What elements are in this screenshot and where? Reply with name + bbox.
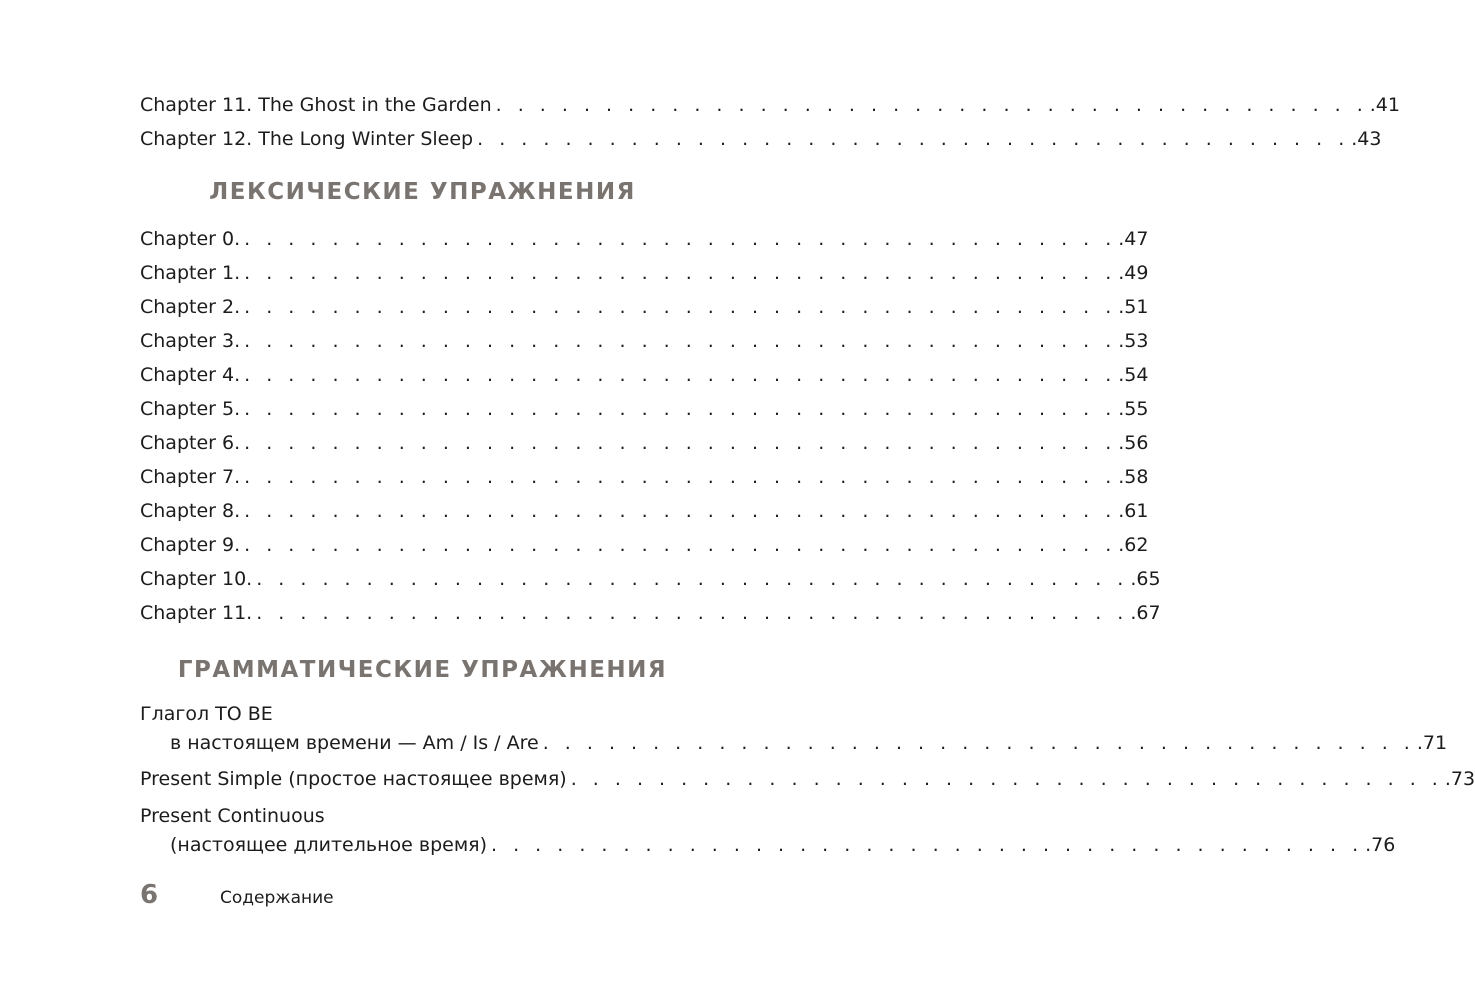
toc-entry[interactable] — [140, 324, 1149, 358]
toc-entry-page: .58 — [1118, 466, 1149, 488]
toc-leader-dots: . . . . . . . . . . . . . . . . . . . . . . . . . . . . . . . . . . . . . . . . — [542, 732, 1415, 754]
grammar-exercises-list — [140, 700, 1475, 860]
toc-entry-page: .49 — [1118, 262, 1149, 284]
toc-entry-title: Chapter 4. — [140, 364, 241, 386]
toc-entry-title: Chapter 9. — [140, 534, 241, 556]
toc-entry-title: Chapter 1. — [140, 262, 241, 284]
toc-entry-page: .71 — [1416, 732, 1448, 754]
toc-entry-page: .51 — [1118, 296, 1149, 318]
toc-entry-page: .65 — [1130, 568, 1161, 590]
toc-entry-continuation — [140, 728, 1448, 758]
toc-entry[interactable] — [140, 802, 1396, 860]
toc-leader-dots: . . . . . . . . . . . . . . . . . . . . . . . . . . . . . . . . . . . . . . . . — [256, 602, 1129, 624]
toc-entry[interactable] — [140, 222, 1149, 256]
toc-entry-page: .62 — [1118, 534, 1149, 556]
toc-entry[interactable] — [140, 392, 1149, 426]
running-footer-label: Содержание — [220, 888, 334, 908]
toc-leader-dots: . . . . . . . . . . . . . . . . . . . . . . . . . . . . . . . . . . . . . . . . — [244, 228, 1117, 250]
toc-leader-dots: . . . . . . . . . . . . . . . . . . . . . . . . . . . . . . . . . . . . . . . . — [244, 466, 1117, 488]
page-number: 6 — [140, 880, 159, 910]
toc-entry-title: Present Continuous — [140, 805, 325, 827]
toc-entry[interactable] — [140, 528, 1149, 562]
toc-entry-page: .47 — [1118, 228, 1149, 250]
toc-leader-dots: . . . . . . . . . . . . . . . . . . . . . . . . . . . . . . . . . . . . . . . . — [244, 398, 1117, 420]
toc-leader-dots: . . . . . . . . . . . . . . . . . . . . . . . . . . . . . . . . . . . . . . . . — [495, 94, 1368, 116]
toc-entry[interactable] — [140, 562, 1161, 596]
toc-leader-dots: . . . . . . . . . . . . . . . . . . . . . . . . . . . . . . . . . . . . . . . . — [244, 534, 1117, 556]
toc-leader-dots: . . . . . . . . . . . . . . . . . . . . . . . . . . . . . . . . . . . . . . . . — [491, 834, 1364, 856]
toc-entry[interactable] — [140, 88, 1400, 122]
toc-entry-title: Chapter 6. — [140, 432, 241, 454]
toc-entry-page: .54 — [1118, 364, 1149, 386]
toc-entry-page: .41 — [1369, 94, 1400, 116]
lexical-exercises-list — [140, 222, 1161, 630]
toc-entry-title: Chapter 10. — [140, 568, 253, 590]
toc-entry[interactable] — [140, 460, 1149, 494]
toc-entry[interactable] — [140, 290, 1149, 324]
toc-entry-title: Chapter 11. The Ghost in the Garden — [140, 94, 492, 116]
toc-entry-title: Chapter 8. — [140, 500, 241, 522]
toc-entry-title: Chapter 3. — [140, 330, 241, 352]
toc-entry-page: .73 — [1444, 768, 1475, 790]
toc-entry[interactable] — [140, 762, 1475, 796]
lexical-exercises-heading: ЛЕКСИЧЕСКИЕ УПРАЖНЕНИЯ — [209, 179, 636, 205]
table-of-contents — [140, 88, 1475, 860]
toc-leader-dots: . . . . . . . . . . . . . . . . . . . . . . . . . . . . . . . . . . . . . . . . — [244, 364, 1117, 386]
toc-entry-title: Chapter 2. — [140, 296, 241, 318]
toc-entry-title: Chapter 7. — [140, 466, 241, 488]
toc-entry-continuation — [140, 830, 1396, 860]
toc-entry-page: .55 — [1118, 398, 1149, 420]
toc-entry-title: Chapter 0. — [140, 228, 241, 250]
page-footer — [140, 880, 334, 910]
toc-entry-page: .56 — [1118, 432, 1149, 454]
toc-entry-title: Present Simple (простое настоящее время) — [140, 768, 567, 790]
toc-entry-title: Chapter 12. The Long Winter Sleep — [140, 128, 474, 150]
toc-entry-title: Глагол TO BE — [140, 703, 273, 725]
toc-leader-dots: . . . . . . . . . . . . . . . . . . . . . . . . . . . . . . . . . . . . . . . . — [244, 262, 1117, 284]
toc-entry[interactable] — [140, 358, 1149, 392]
toc-entry-page: .67 — [1130, 602, 1161, 624]
toc-entry-page: .43 — [1351, 128, 1382, 150]
grammar-exercises-heading: ГРАММАТИЧЕСКИЕ УПРАЖНЕНИЯ — [177, 657, 668, 683]
toc-entry-page: .76 — [1365, 834, 1396, 856]
toc-entry[interactable] — [140, 122, 1382, 156]
toc-entry-page: .61 — [1118, 500, 1149, 522]
toc-leader-dots: . . . . . . . . . . . . . . . . . . . . . . . . . . . . . . . . . . . . . . . . — [570, 768, 1443, 790]
toc-entry[interactable] — [140, 494, 1149, 528]
toc-top-section — [140, 88, 1400, 156]
toc-leader-dots: . . . . . . . . . . . . . . . . . . . . . . . . . . . . . . . . . . . . . . . . — [244, 330, 1117, 352]
toc-entry-subtitle: (настоящее длительное время) — [170, 834, 487, 856]
toc-entry[interactable] — [140, 700, 1448, 758]
toc-entry-subtitle: в настоящем времени — Am / Is / Are — [170, 732, 539, 754]
toc-entry[interactable] — [140, 256, 1149, 290]
toc-leader-dots: . . . . . . . . . . . . . . . . . . . . . . . . . . . . . . . . . . . . . . . . — [244, 432, 1117, 454]
toc-entry-title: Chapter 11. — [140, 602, 253, 624]
toc-leader-dots: . . . . . . . . . . . . . . . . . . . . . . . . . . . . . . . . . . . . . . . . — [244, 500, 1117, 522]
toc-entry[interactable] — [140, 426, 1149, 460]
toc-entry-title: Chapter 5. — [140, 398, 241, 420]
toc-leader-dots: . . . . . . . . . . . . . . . . . . . . . . . . . . . . . . . . . . . . . . . . — [244, 296, 1117, 318]
toc-entry[interactable] — [140, 596, 1161, 630]
toc-entry-page: .53 — [1118, 330, 1149, 352]
toc-leader-dots: . . . . . . . . . . . . . . . . . . . . . . . . . . . . . . . . . . . . . . . . — [256, 568, 1129, 590]
toc-leader-dots: . . . . . . . . . . . . . . . . . . . . . . . . . . . . . . . . . . . . . . . . — [477, 128, 1350, 150]
